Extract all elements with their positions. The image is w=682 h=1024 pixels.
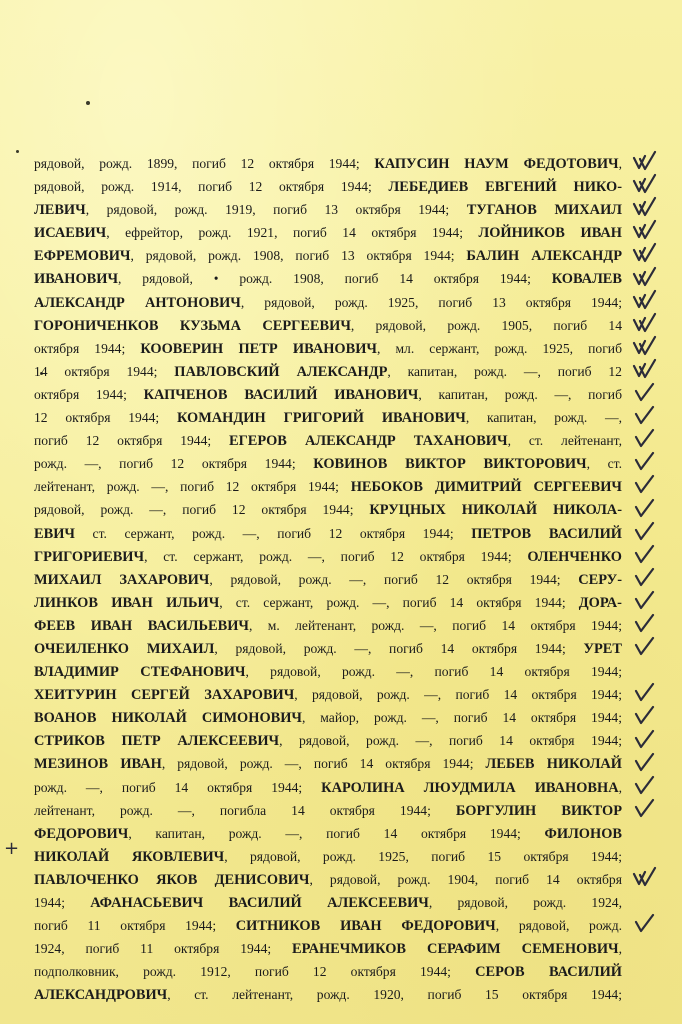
text-line — [34, 360, 622, 383]
person-name: ХЕИТУРИН СЕРГЕЙ ЗАХАРОВИЧ — [34, 687, 295, 704]
person-name: ВЛАДИМИР СТЕФАНОВИЧ — [34, 664, 246, 681]
checkmark-icon — [628, 266, 662, 288]
text-line — [34, 198, 622, 221]
record-details: , рядовой, рожд. —, погиб 14 октября 1944; — [161, 756, 486, 772]
checkmark-icon — [628, 242, 662, 264]
person-name: ОЛЕНЧЕНКО — [527, 548, 622, 565]
text-line — [34, 937, 622, 960]
text-line — [34, 175, 622, 198]
text-line — [34, 845, 622, 868]
person-name: БАЛИН АЛЕКСАНДР — [466, 248, 622, 265]
record-details: , рядовой, рожд. 1924, — [428, 895, 622, 910]
person-name: БОРГУЛИН ВИКТОР — [455, 802, 623, 819]
checkmark-icon — [628, 497, 662, 519]
checkmark-icon — [628, 728, 662, 750]
record-details: , капитан, рожд. —, погиб — [418, 386, 622, 402]
record-details: рожд. —, погиб 14 октября 1944; — [34, 779, 322, 795]
record-details: , — [618, 779, 622, 795]
person-name: ЕФРЕМОВИЧ — [34, 248, 131, 265]
checkmark-icon — [628, 681, 662, 703]
checkmark-icon — [628, 704, 662, 726]
checkmark-icon — [628, 289, 662, 311]
record-details: рядовой, рожд. 1899, погиб 12 октября 1944; — [34, 156, 375, 171]
record-details: , рядовой, рожд. 1925, погиб 15 октября 1944; — [224, 848, 622, 864]
person-name: МЕЗИНОВ ИВАН — [34, 756, 162, 773]
checkmark-icon — [628, 589, 662, 611]
person-name: КАРОЛИНА ЛЮУДМИЛА ИВАНОВНА — [321, 779, 619, 796]
record-details: , майор, рожд. —, погиб 14 октября 1944; — [301, 710, 622, 726]
person-name: НИКОЛАЙ ЯКОВЛЕВИЧ — [34, 848, 225, 865]
person-name: ЛЕБЕВ НИКОЛАЙ — [485, 756, 622, 773]
person-name: СИТНИКОВ ИВАН ФЕДОРОВИЧ — [235, 918, 496, 935]
person-name: ЛОЙНИКОВ ИВАН — [478, 225, 622, 242]
text-line — [34, 683, 622, 706]
checkmark-icon — [628, 473, 662, 495]
text-line — [34, 983, 622, 1006]
person-name: ФИЛОНОВ — [544, 825, 622, 842]
record-details: , мл. сержант, рожд. 1925, погиб — [376, 340, 622, 356]
person-name: КАПЧЕНОВ ВАСИЛИЙ ИВАНОВИЧ — [143, 386, 419, 403]
person-name: ДОРА- — [578, 594, 622, 611]
record-details: подполковник, рожд. 1912, погиб 12 октября 1944; — [34, 964, 476, 980]
checkmark-icon — [628, 358, 662, 380]
record-details: , ефрейтор, рожд. 1921, погиб 14 октября 1944; — [106, 225, 479, 241]
text-line — [34, 314, 622, 337]
record-details: , рядовой, • рожд. 1908, погиб 14 октября 1944; — [118, 271, 552, 287]
text-line — [34, 614, 622, 637]
person-name: СЕРОВ ВАСИЛИЙ — [475, 964, 623, 981]
record-details: , рядовой, рожд. 1919, погиб 13 октября 1944; — [85, 202, 467, 218]
text-line — [34, 729, 622, 752]
checkmark-icon — [628, 219, 662, 241]
record-details: , рядовой, рожд. 1904, погиб 14 октября — [309, 871, 622, 887]
record-details: , рядовой, рожд. 1925, погиб 13 октября 1944; — [240, 294, 622, 310]
text-line — [34, 868, 622, 891]
record-details: погиб 12 октября 1944; — [34, 433, 230, 449]
person-name: КОВАЛЕВ — [551, 271, 622, 288]
person-name: ИСАЕВИЧ — [34, 225, 107, 242]
record-details: , ст. сержант, рожд. —, погиб 14 октября 1944; — [219, 594, 579, 610]
record-details: , рядовой, рожд. — [495, 918, 623, 934]
checkmark-icon — [628, 196, 662, 218]
person-name: КООВЕРИН ПЕТР ИВАНОВИЧ — [140, 340, 377, 357]
checkmark-icon — [628, 566, 662, 588]
record-details: , ст. лейтенант, рожд. 1920, погиб 15 октября 1944; — [167, 987, 622, 1003]
person-name: НЕБОКОВ ДИМИТРИЙ СЕРГЕЕВИЧ — [350, 479, 622, 496]
person-name: ГОРОНИЧЕНКОВ КУЗЬМА СЕРГЕЕВИЧ — [34, 317, 351, 334]
record-details: октября 1944; — [34, 386, 144, 402]
record-details: ст. сержант, рожд. —, погиб 12 октября 1944; — [74, 525, 472, 541]
text-line — [34, 291, 622, 314]
record-details: рожд. —, погиб 12 октября 1944; — [34, 456, 314, 472]
checkmark-icon — [628, 335, 662, 357]
record-details: рядовой, рожд. 1914, погиб 12 октября 1944; — [34, 179, 389, 195]
person-name: МИХАИЛ ЗАХАРОВИЧ — [34, 571, 210, 588]
record-details: лейтенант, рожд. —, погибла 14 октября 1944; — [34, 802, 456, 818]
person-name: АЛЕКСАНДР АНТОНОВИЧ — [34, 294, 241, 311]
text-line — [34, 475, 622, 498]
ink-dot — [16, 150, 19, 153]
record-details: , рядовой, рожд. —, погиб 14 октября 1944; — [294, 687, 622, 703]
record-details: , м. лейтенант, рожд. —, погиб 14 октября 1944; — [248, 617, 622, 633]
record-details: , ст. лейтенант, — [507, 433, 622, 449]
record-details: , — [618, 156, 623, 171]
text-line — [34, 545, 622, 568]
person-name: КРУЦНЫХ НИКОЛАЙ НИКОЛА- — [369, 502, 622, 519]
text-line — [34, 498, 622, 521]
text-line — [34, 244, 622, 267]
margin-plus-mark: + — [4, 838, 20, 859]
record-details: , рядовой, рожд. —, погиб 14 октября 1944; — [245, 664, 622, 680]
checkmark-icon — [628, 543, 662, 565]
person-name: КАПУСИН НАУМ ФЕДОТОВИЧ — [374, 156, 619, 172]
person-name: СТРИКОВ ПЕТР АЛЕКСЕЕВИЧ — [34, 733, 280, 750]
person-name: ИВАНОВИЧ — [34, 271, 119, 288]
text-line — [34, 914, 622, 937]
text-line — [34, 337, 622, 360]
person-name: ФЕДОРОВИЧ — [34, 825, 129, 842]
text-line — [34, 752, 622, 775]
text-line — [34, 522, 622, 545]
person-name: ГРИГОРИЕВИЧ — [34, 548, 145, 565]
person-name: ЛЕВИЧ — [34, 202, 86, 219]
text-line — [34, 706, 622, 729]
person-name: ЕГЕРОВ АЛЕКСАНДР ТАХАНОВИЧ — [229, 433, 508, 450]
person-name: ВОАНОВ НИКОЛАЙ СИМОНОВИЧ — [34, 710, 302, 727]
person-name: АЛЕКСАНДРОВИЧ — [34, 987, 168, 1004]
text-line — [34, 568, 622, 591]
text-line — [34, 960, 622, 983]
record-details: , капитан, рожд. —, погиб 14 октября 1944; — [128, 825, 545, 841]
text-line — [34, 152, 622, 175]
text-line — [34, 891, 622, 914]
text-line — [34, 429, 622, 452]
checkmark-icon — [628, 450, 662, 472]
checkmark-icon — [628, 612, 662, 634]
record-details: , — [618, 941, 623, 957]
text-line — [34, 221, 622, 244]
checkmark-icon — [628, 173, 662, 195]
memorial-list-text — [34, 152, 622, 1006]
record-details: погиб 11 октября 1944; — [34, 918, 236, 934]
record-details: 12 октября 1944; — [34, 410, 177, 426]
record-details: , рядовой, рожд. 1905, погиб 14 — [350, 317, 622, 333]
record-details: , рядовой, рожд. —, погиб 14 октября 1944; — [214, 640, 584, 656]
checkmark-icon — [628, 912, 662, 934]
checkmark-icon — [628, 797, 662, 819]
text-line — [34, 822, 622, 845]
person-name: ОЧЕИЛЕНКО МИХАИЛ — [34, 640, 215, 657]
record-details: , рядовой, рожд. —, погиб 14 октября 1944; — [279, 733, 622, 749]
record-details: , капитан, рожд. —, — [465, 410, 622, 426]
text-line — [34, 660, 622, 683]
text-line — [34, 383, 622, 406]
checkmark-icon — [628, 774, 662, 796]
checkmark-icon — [628, 427, 662, 449]
record-details: 1944; — [34, 895, 91, 910]
record-details: , рядовой, рожд. —, погиб 12 октября 1944; — [209, 571, 579, 587]
person-name: ПЕТРОВ ВАСИЛИЙ — [471, 525, 622, 542]
record-details: , ст. сержант, рожд. —, погиб 12 октября 1944; — [144, 548, 528, 564]
person-name: ПАВЛОВСКИЙ АЛЕКСАНДР — [174, 363, 388, 380]
person-name: ФЕЕВ ИВАН ВАСИЛЬЕВИЧ — [34, 617, 249, 634]
checkmark-icon — [628, 150, 662, 172]
record-details: 14 октября 1944; — [34, 363, 175, 379]
person-name: УРЕТ — [583, 640, 622, 657]
person-name: КОВИНОВ ВИКТОР ВИКТОРОВИЧ — [313, 456, 587, 473]
text-line — [34, 799, 622, 822]
person-name: ЛЕБЕДИЕВ ЕВГЕНИЙ НИКО- — [388, 179, 622, 196]
text-line — [34, 591, 622, 614]
text-line — [34, 406, 622, 429]
text-line — [34, 267, 622, 290]
person-name: ТУГАНОВ МИХАИЛ — [466, 202, 622, 219]
person-name: ЕВИЧ — [34, 525, 75, 542]
record-details: лейтенант, рожд. —, погиб 12 октября 1944; — [34, 479, 351, 495]
text-line — [34, 637, 622, 660]
checkmark-icon — [628, 520, 662, 542]
text-line — [34, 452, 622, 475]
ink-dot — [86, 101, 90, 105]
record-details: 1924, погиб 11 октября 1944; — [34, 941, 293, 957]
person-name: АФАНАСЬЕВИЧ ВАСИЛИЙ АЛЕКСЕЕВИЧ — [90, 895, 429, 911]
checkmark-icon — [628, 381, 662, 403]
person-name: СЕРУ- — [578, 571, 622, 588]
person-name: КОМАНДИН ГРИГОРИЙ ИВАНОВИЧ — [176, 410, 466, 427]
checkmark-icon — [628, 866, 662, 888]
checkmark-icon — [628, 751, 662, 773]
record-details: , рядовой, рожд. 1908, погиб 13 октября 1944; — [130, 248, 467, 264]
record-details: , капитан, рожд. —, погиб 12 — [387, 363, 622, 379]
person-name: ЕРАНЕЧМИКОВ СЕРАФИМ СЕМЕНОВИЧ — [292, 941, 619, 958]
text-line — [34, 776, 622, 799]
record-details: , ст. — [586, 456, 622, 472]
checkmark-icon — [628, 404, 662, 426]
record-details: рядовой, рожд. —, погиб 12 октября 1944; — [34, 502, 370, 518]
record-details: октября 1944; — [34, 340, 141, 356]
checkmark-icon — [628, 635, 662, 657]
person-name: ПАВЛОЧЕНКО ЯКОВ ДЕНИСОВИЧ — [34, 871, 310, 888]
person-name: ЛИНКОВ ИВАН ИЛЬИЧ — [34, 594, 220, 611]
checkmark-icon — [628, 312, 662, 334]
